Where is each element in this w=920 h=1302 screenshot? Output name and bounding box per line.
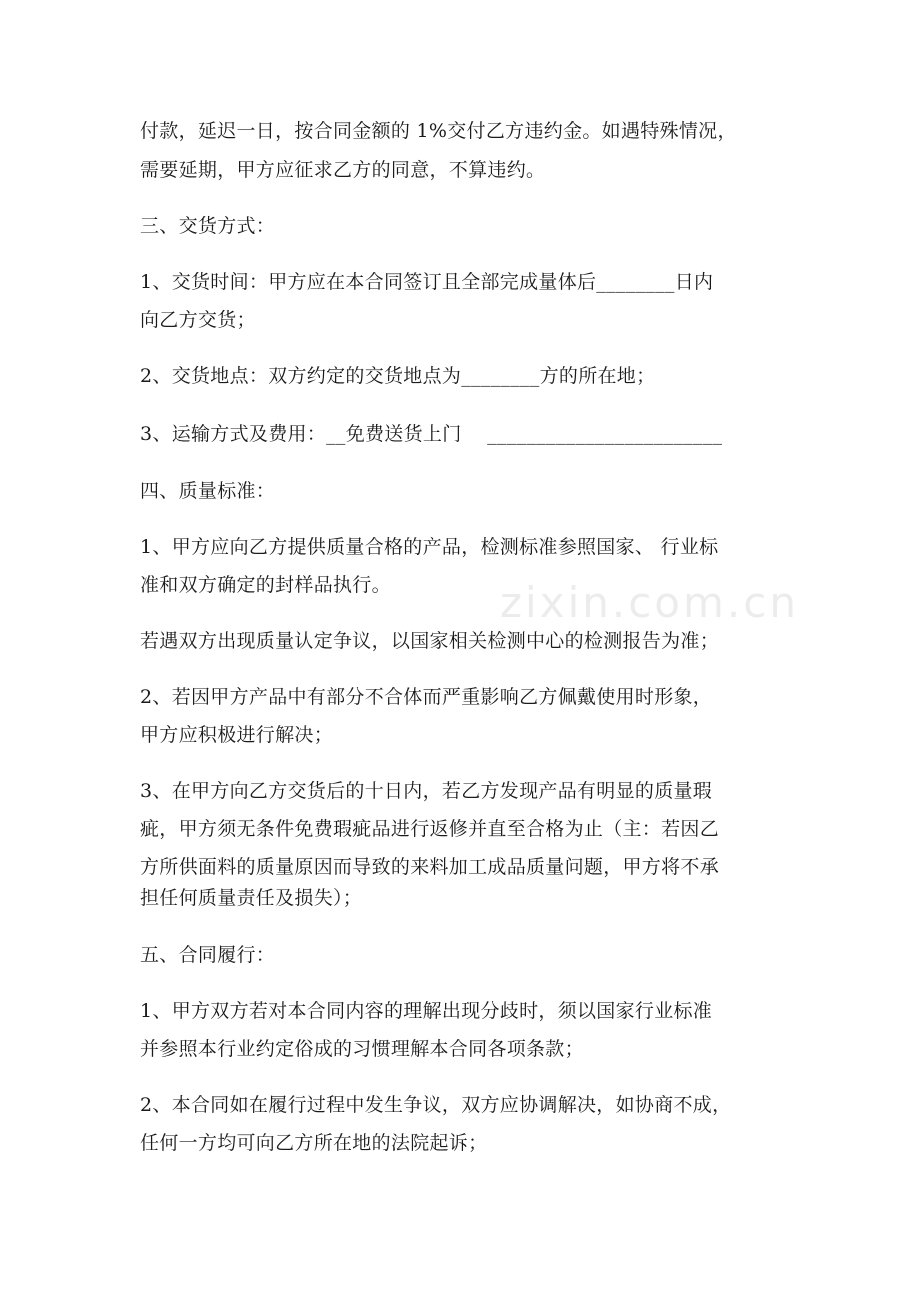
text-line: 疵，甲方须无条件免费瑕疵品进行返修并直至合格为止（主：若因乙 xyxy=(140,818,720,840)
section-heading: 五、合同履行： xyxy=(140,944,276,966)
text-line: 付款，延迟一日，按合同金额的 1%交付乙方违约金。如遇特殊情况， xyxy=(140,120,737,142)
text-line: 1、交货时间：甲方应在本合同签订且全部完成量体后________日内 xyxy=(140,271,714,293)
text-line: 1、甲方应向乙方提供质量合格的产品，检测标准参照国家、 行业标 xyxy=(140,536,719,558)
text-line: 3、在甲方向乙方交货后的十日内，若乙方发现产品有明显的质量瑕 xyxy=(140,780,713,802)
section-heading: 四、质量标准： xyxy=(140,480,276,502)
text-line: 并参照本行业约定俗成的习惯理解本合同各项条款； xyxy=(140,1038,584,1060)
text-line: 方所供面料的质量原因而导致的来料加工成品质量问题，甲方将不承 xyxy=(140,856,720,878)
text-line: 1、甲方双方若对本合同内容的理解出现分歧时，须以国家行业标准 xyxy=(140,1000,713,1022)
text-line: 3、运输方式及费用：__免费送货上门 ________________________ xyxy=(140,423,723,445)
text-line: 担任何质量责任及损失）； xyxy=(140,887,363,909)
text-line: 甲方应积极进行解决； xyxy=(140,724,334,746)
text-line: 2、若因甲方产品中有部分不合体而严重影响乙方佩戴使用时形象， xyxy=(140,686,713,708)
text-line: 若遇双方出现质量认定争议，以国家相关检测中心的检测报告为准； xyxy=(140,630,720,652)
text-line: 需要延期，甲方应征求乙方的同意，不算违约。 xyxy=(140,159,546,181)
text-line: 准和双方确定的封样品执行。 xyxy=(140,574,391,596)
watermark: zixin.com.cn xyxy=(500,578,799,627)
text-line: 向乙方交货； xyxy=(140,309,256,331)
text-line: 任何一方均可向乙方所在地的法院起诉； xyxy=(140,1132,488,1154)
section-heading: 三、交货方式： xyxy=(140,215,276,237)
text-line: 2、本合同如在履行过程中发生争议，双方应协调解决，如协商不成， xyxy=(140,1094,732,1116)
text-line: 2、交货地点：双方约定的交货地点为________方的所在地； xyxy=(140,365,656,387)
